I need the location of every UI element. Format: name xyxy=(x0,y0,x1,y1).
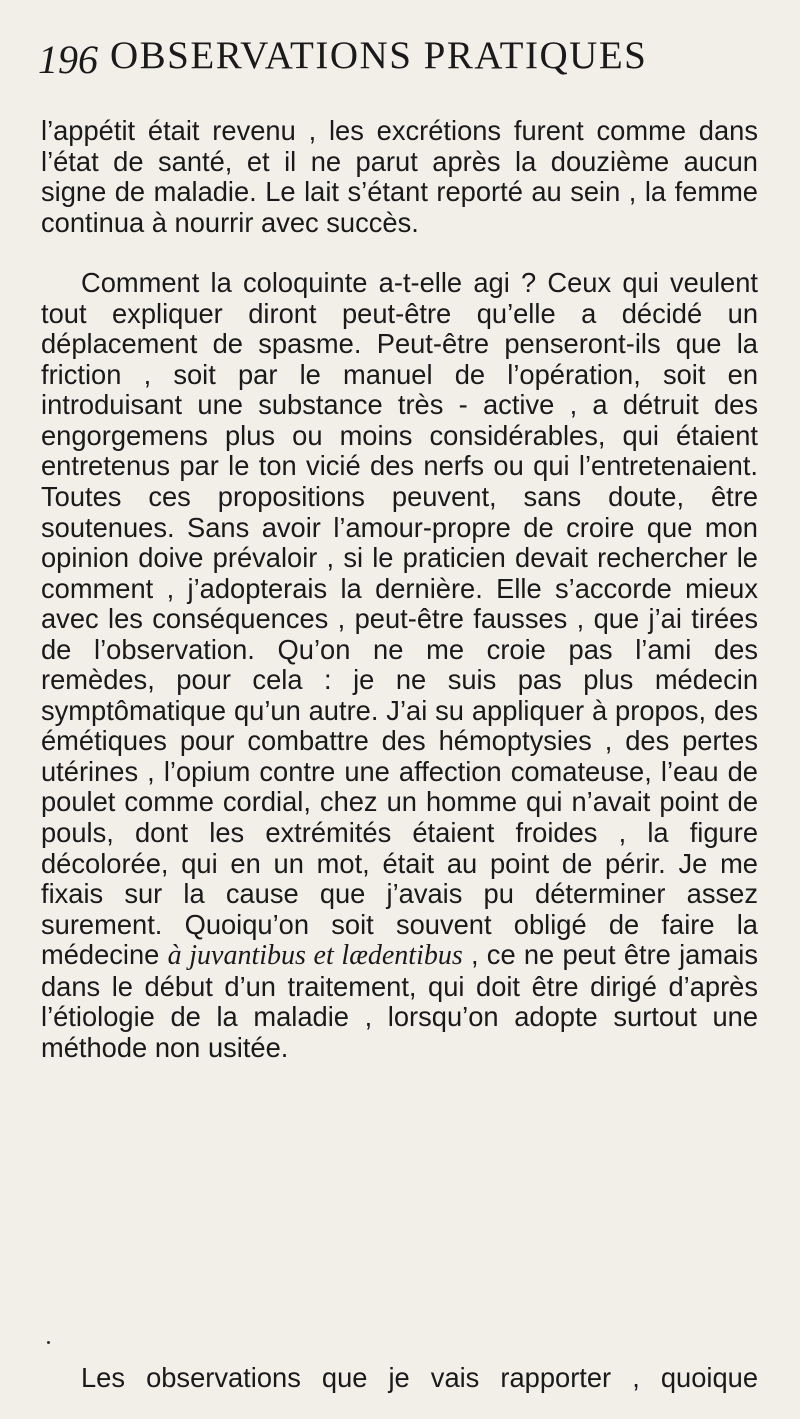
running-title: OBSERVATIONS PRATIQUES xyxy=(110,34,648,77)
body-text xyxy=(41,116,758,1063)
paragraph-2-text-start: Comment la coloquinte a-t-elle agi ? Ceux qui veulent tout expliquer diront peut-être qu’elle a décidé un déplacement de spasme. Peut-être penseront-ils que la friction , soit par le manuel de l’opération, soit en introduisant une substance très - active , a détruit des engorgemens plus ou moins considérables, qui étaient entretenus par le ton vicié des nerfs ou qui l’entretenaient. Toutes ces propositions peuvent, sans doute, être soutenues. Sans avoir l’amour-propre de croire que mon opinion doive prévaloir , si le praticien devait rechercher le comment , j’adopterais la dernière. Elle s’accorde mieux avec les conséquences , peut-être fausses , que j’ai tirées de l’observation. Qu’on ne me croie pas l’ami des remèdes, pour cela : je ne suis pas plus médecin symptômatique qu’un autre. J’ai su appliquer à propos, des émétiques pour combattre des hémoptysies , des pertes utérines , l’opium contre une affection comateuse, l’eau de poulet comme cordial, chez un homme qui n’avait point de pouls, dont les extrémités étaient froides , la figure décolorée, qui en un mot, était au point de périr. Je me fixais sur la cause que j’avais pu déterminer assez surement. Quoiqu’on soit souvent obligé de faire la médecine xyxy=(41,267,758,971)
paragraph-2 xyxy=(41,268,758,1063)
page-number: 196 xyxy=(38,37,98,82)
paragraph-2-text-end: , ce ne peut être jamais dans le début d’un traitement, qui doit être dirigé d’après l’étiologie de la maladie , lorsqu’on adopte surtout une méthode non usitée. xyxy=(41,939,758,1063)
latin-phrase: à juvantibus et lædentibus xyxy=(167,940,463,972)
paragraph-3: Les observations que je vais rapporter , quoique xyxy=(81,1362,758,1393)
ink-speck xyxy=(47,1341,50,1344)
paragraph-1: l’appétit était revenu , les excrétions furent comme dans l’état de santé, et il ne parut après la douzième aucun signe de maladie. Le lait s’étant reporté au sein , la femme continua à nourrir avec succès. xyxy=(41,115,758,238)
page-header xyxy=(38,34,762,94)
